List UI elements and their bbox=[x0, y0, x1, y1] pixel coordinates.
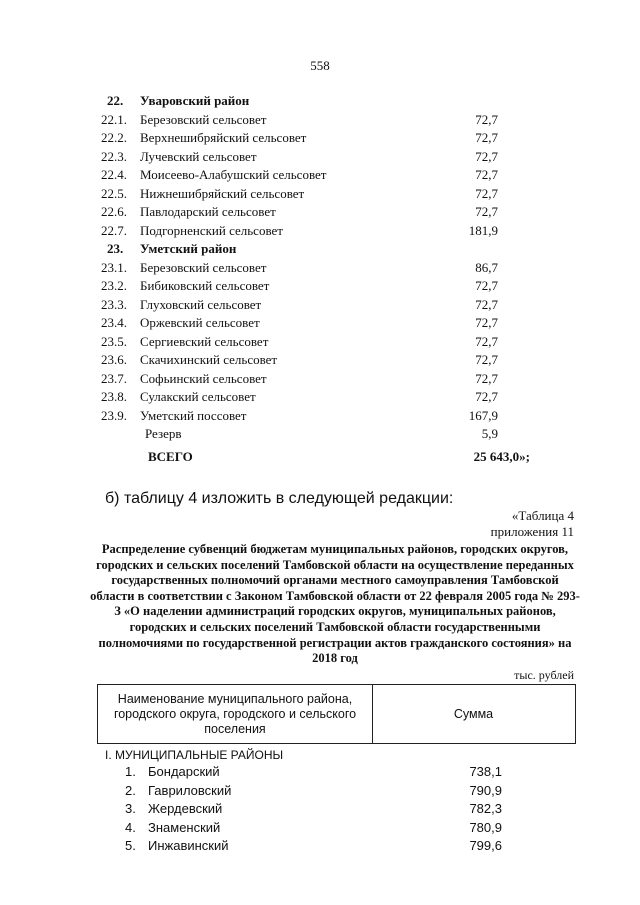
table-row bbox=[0, 388, 640, 406]
table-row bbox=[0, 111, 640, 129]
row-value: 72,7 bbox=[475, 130, 498, 145]
table-row bbox=[0, 203, 640, 221]
row-name: Подгорненский сельсовет bbox=[140, 222, 283, 238]
row-name: Бондарский bbox=[148, 764, 220, 779]
row-number: 23.5. bbox=[101, 333, 127, 349]
row-number: 23.8. bbox=[101, 389, 127, 404]
row-number: 22. bbox=[107, 93, 124, 108]
row-name: ВСЕГО bbox=[148, 448, 193, 464]
total-row bbox=[0, 448, 640, 466]
row-value: 72,7 bbox=[475, 278, 498, 293]
row-number: 23.7. bbox=[101, 370, 127, 386]
table-row bbox=[0, 277, 640, 295]
table-header bbox=[97, 684, 576, 744]
row-name: Сергиевский сельсовет bbox=[140, 333, 269, 349]
row-value: 181,9 bbox=[468, 222, 498, 238]
row-value: 799,6 bbox=[469, 838, 502, 853]
row-number: 23.6. bbox=[101, 352, 127, 367]
row-value: 72,7 bbox=[475, 167, 498, 182]
row-number: 23.9. bbox=[101, 407, 127, 423]
row-name: Нижнешибряйский сельсовет bbox=[140, 185, 305, 201]
row-name: Резерв bbox=[145, 426, 182, 441]
row-number: 22.2. bbox=[101, 130, 127, 145]
row-name: Уметский поссовет bbox=[140, 407, 247, 423]
row-value: 72,7 bbox=[475, 315, 498, 330]
reserve-row bbox=[0, 425, 640, 443]
row-name: Инжавинский bbox=[148, 838, 229, 853]
row-value: 780,9 bbox=[469, 819, 502, 835]
table-row bbox=[0, 837, 640, 855]
row-value: 790,9 bbox=[469, 782, 502, 798]
table-row bbox=[0, 185, 640, 203]
table-row bbox=[0, 129, 640, 147]
row-name: Верхнешибряйский сельсовет bbox=[140, 130, 307, 145]
row-number: 23.3. bbox=[101, 296, 127, 312]
row-value: 72,7 bbox=[475, 296, 498, 312]
page-number: 558 bbox=[310, 58, 330, 73]
row-number: 23.2. bbox=[101, 278, 127, 293]
row-value: 72,7 bbox=[475, 389, 498, 404]
row-name: Скачихинский сельсовет bbox=[140, 352, 278, 367]
table-row bbox=[0, 407, 640, 425]
row-name: Лучевский сельсовет bbox=[140, 148, 257, 164]
row-name: Знаменский bbox=[148, 819, 221, 835]
row-value: 72,7 bbox=[475, 204, 498, 219]
row-name: Гавриловский bbox=[148, 782, 232, 798]
row-number: 2. bbox=[125, 782, 136, 798]
row-value: 72,7 bbox=[475, 333, 498, 349]
row-name: Моисеево-Алабушский сельсовет bbox=[140, 167, 327, 182]
row-name: Уметский район bbox=[140, 241, 237, 256]
table-row bbox=[0, 351, 640, 369]
row-number: 4. bbox=[125, 819, 136, 835]
row-name: Софьинский сельсовет bbox=[140, 370, 267, 386]
column-header-name: Наименование муниципального района, городского округа, городского и сельского поселения bbox=[113, 691, 357, 736]
row-number: 23. bbox=[107, 241, 124, 256]
section-heading: I. МУНИЦИПАЛЬНЫЕ РАЙОНЫ bbox=[105, 748, 284, 762]
column-header-sum: Сумма bbox=[453, 707, 494, 721]
row-name: Сулакский сельсовет bbox=[140, 389, 256, 404]
row-number: 5. bbox=[125, 838, 136, 853]
row-name: Павлодарский сельсовет bbox=[140, 204, 276, 219]
row-value: 782,3 bbox=[469, 801, 502, 816]
district-header-row bbox=[0, 92, 640, 110]
table-row bbox=[0, 333, 640, 351]
row-name: Глуховский сельсовет bbox=[140, 296, 262, 312]
row-number: 22.1. bbox=[101, 111, 127, 127]
row-value: 72,7 bbox=[475, 111, 498, 127]
table-reference-line1: «Таблица 4 bbox=[511, 508, 574, 523]
row-name: Березовский сельсовет bbox=[140, 111, 267, 127]
row-value: 86,7 bbox=[475, 259, 498, 275]
row-name: Березовский сельсовет bbox=[140, 259, 267, 275]
row-number: 23.1. bbox=[101, 259, 127, 275]
table-row bbox=[0, 296, 640, 314]
table-row bbox=[0, 314, 640, 332]
table-row bbox=[0, 148, 640, 166]
row-value: 25 643,0»; bbox=[473, 448, 530, 464]
table-row bbox=[0, 370, 640, 388]
table-row bbox=[0, 763, 640, 781]
row-name: Жердевский bbox=[148, 801, 223, 816]
table-row bbox=[0, 782, 640, 800]
row-number: 22.6. bbox=[101, 204, 127, 219]
row-number: 22.4. bbox=[101, 167, 127, 182]
district-header-row bbox=[0, 240, 640, 258]
row-name: Оржевский сельсовет bbox=[140, 315, 260, 330]
row-value: 72,7 bbox=[475, 352, 498, 367]
table-title: Распределение субвенций бюджетам муниципальных районов, городских округов, городских и сельских поселений Тамбовской области на осуществление переданных государственных полномочий органами местного самоуправления Тамбовской области в соответствии с Законом Тамбовской области от 22 февраля 2005 года № 293-З «О наделении администраций городских округов, муниципальных районов, городских и сельских поселений Тамбовской области государственными полномочиями по государственной регистрации актов гражданского состояния» на 2018 год bbox=[90, 542, 580, 666]
row-number: 22.3. bbox=[101, 148, 127, 164]
row-value: 72,7 bbox=[475, 370, 498, 386]
row-number: 3. bbox=[125, 801, 136, 816]
table-row bbox=[0, 222, 640, 240]
row-value: 5,9 bbox=[481, 426, 498, 441]
row-number: 22.5. bbox=[101, 185, 127, 201]
row-number: 23.4. bbox=[101, 315, 127, 330]
row-value: 72,7 bbox=[475, 185, 498, 201]
row-number: 22.7. bbox=[101, 222, 127, 238]
row-name: Уваровский район bbox=[140, 93, 250, 108]
row-value: 72,7 bbox=[475, 148, 498, 164]
units-label: тыс. рублей bbox=[514, 668, 574, 682]
table-row bbox=[0, 800, 640, 818]
table-reference-line2: приложения 11 bbox=[490, 524, 574, 539]
row-value: 738,1 bbox=[469, 764, 502, 779]
table-row bbox=[0, 166, 640, 184]
row-value: 167,9 bbox=[468, 407, 498, 423]
row-name: Бибиковский сельсовет bbox=[140, 278, 270, 293]
amendment-intro: б) таблицу 4 изложить в следующей редакции: bbox=[105, 490, 454, 507]
row-number: 1. bbox=[125, 764, 136, 779]
table-row bbox=[0, 819, 640, 837]
table-row bbox=[0, 259, 640, 277]
